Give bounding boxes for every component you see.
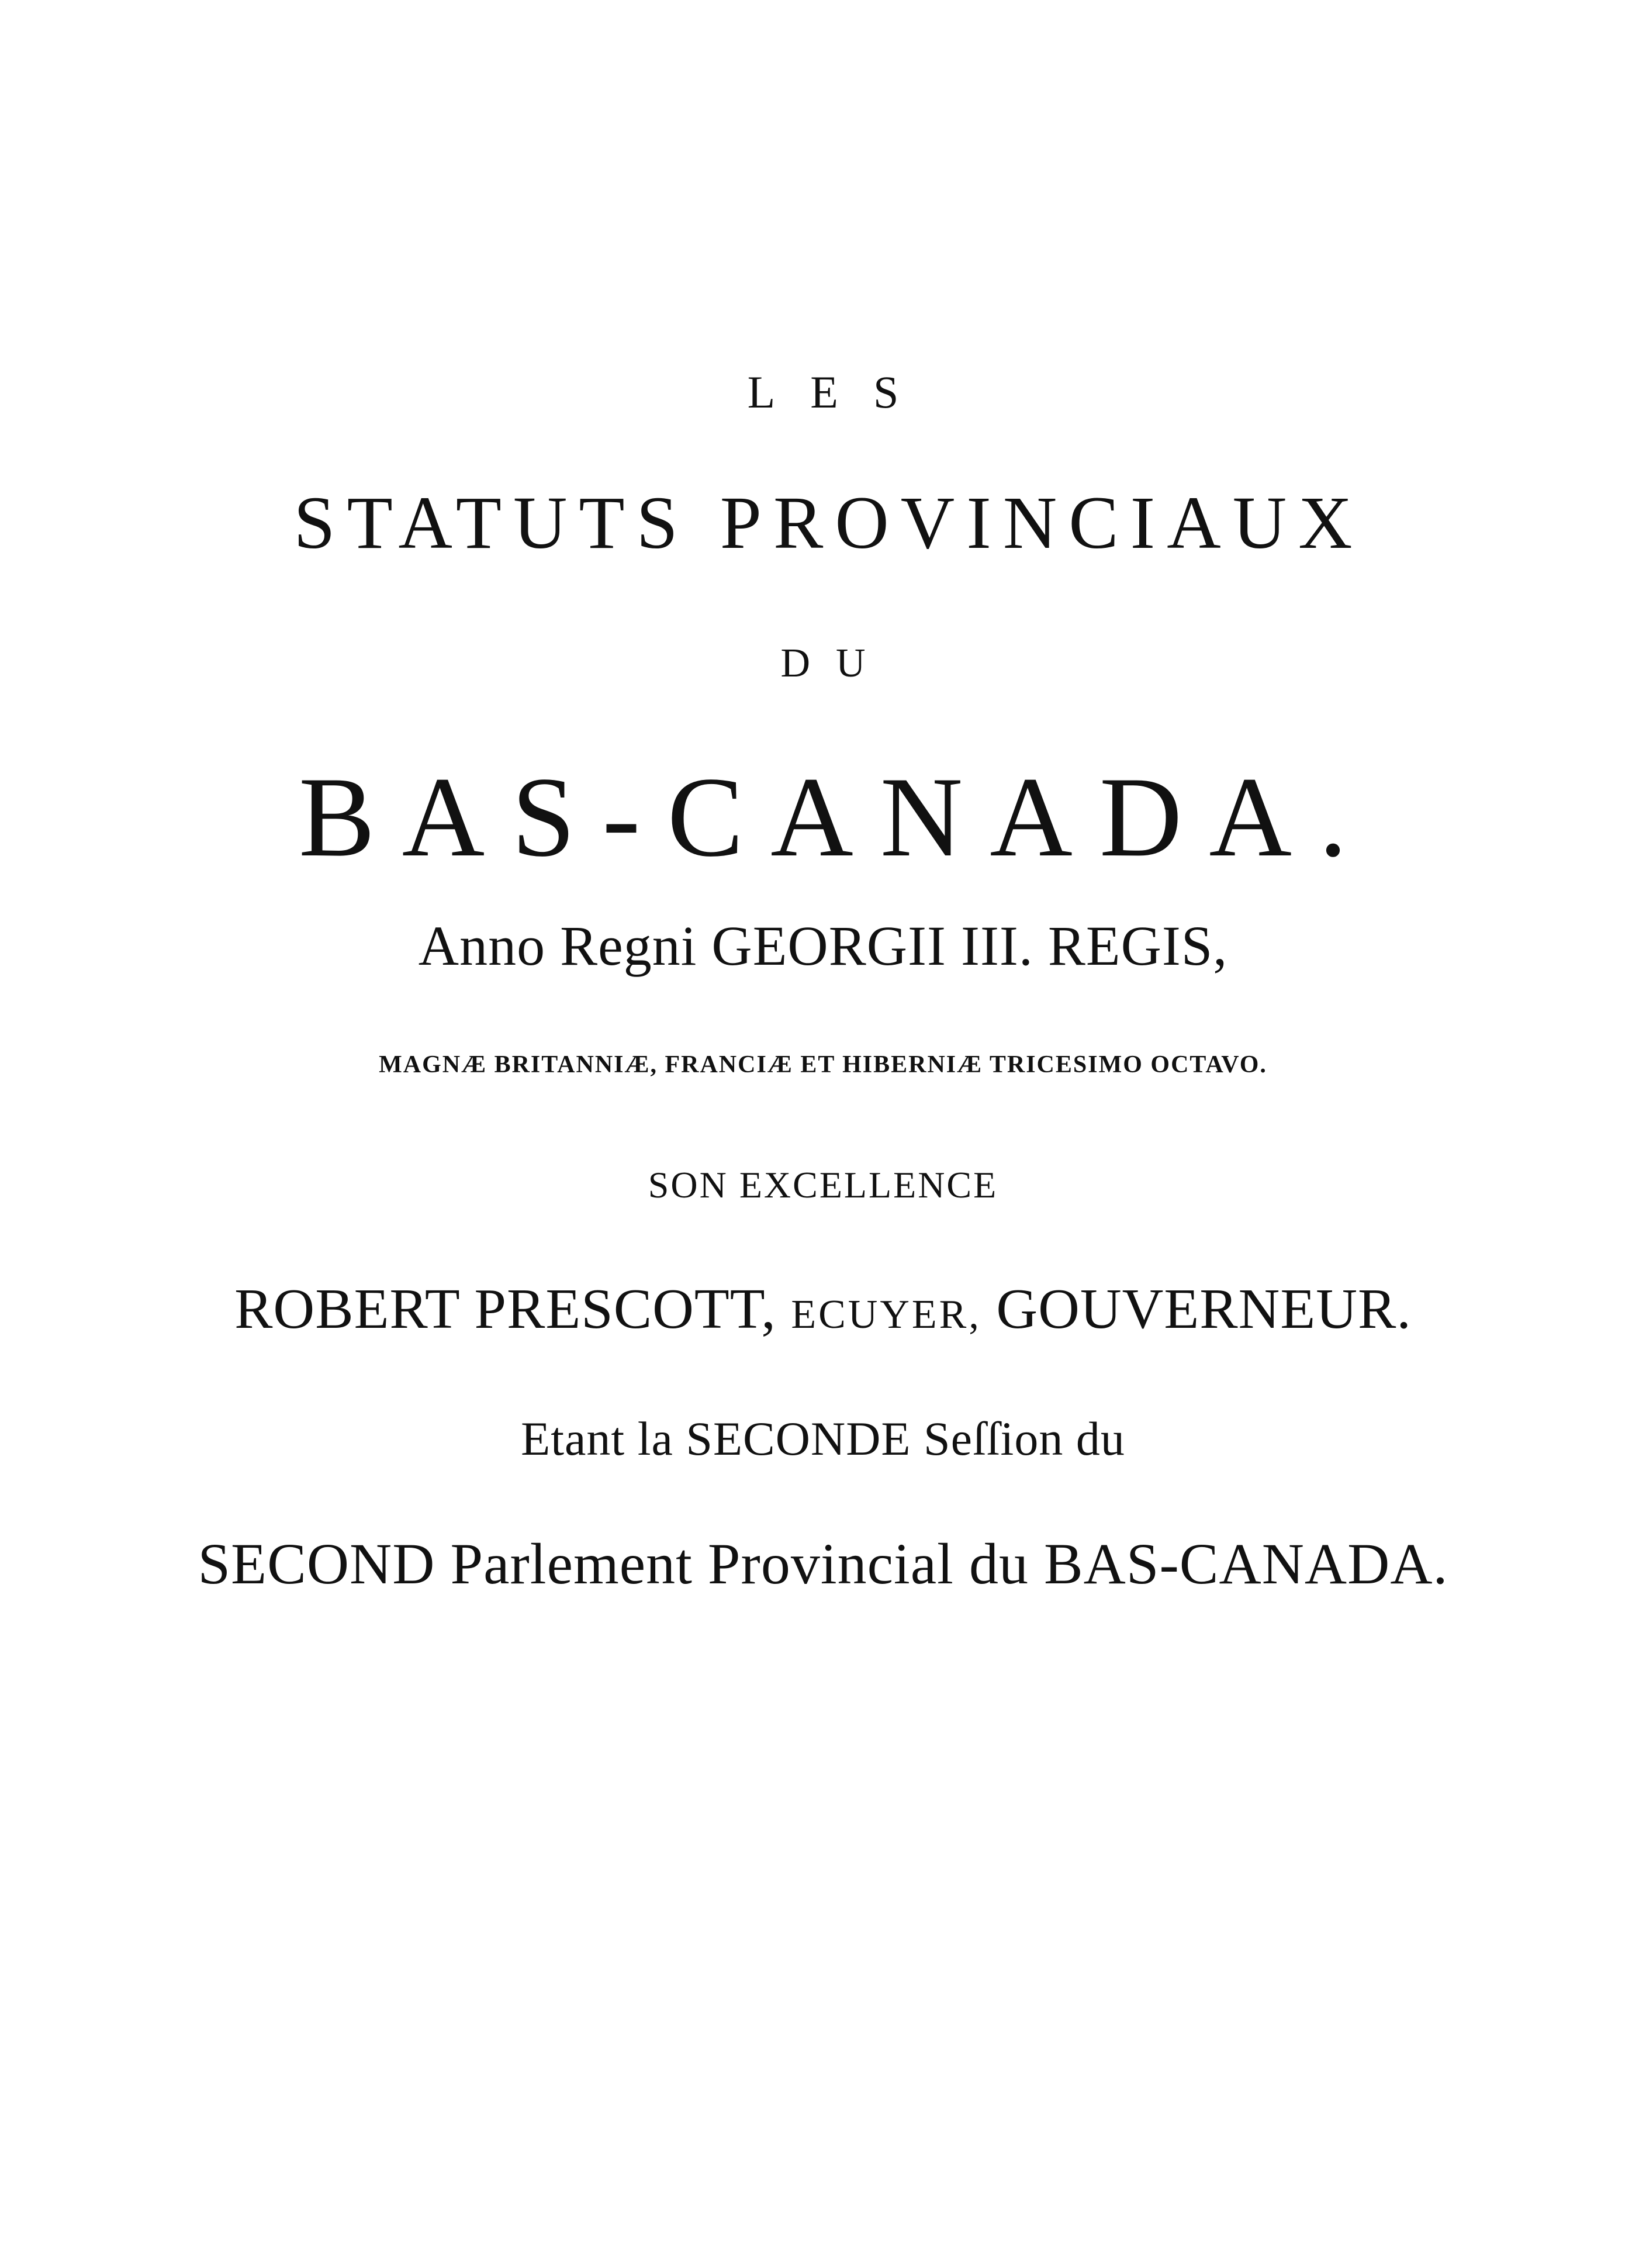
kingdoms-line: MAGNÆ BRITANNIÆ, FRANCIÆ ET HIBERNIÆ TRICESIMO OCTAVO. — [379, 1051, 1267, 1078]
governor-title: GOUVERNEUR. — [996, 1278, 1412, 1341]
session-line: Etant la SECONDE Seſſion du — [521, 1412, 1125, 1465]
governor-line — [0, 1278, 1646, 1341]
excellence-line: SON EXCELLENCE — [648, 1164, 998, 1206]
governor-rank: ECUYER, — [791, 1292, 981, 1337]
regnal-line: Anno Regni GEORGII III. REGIS, — [418, 914, 1228, 977]
governor-name: ROBERT PRESCOTT, — [234, 1278, 776, 1341]
heading-province: BAS-CANADA. — [298, 754, 1374, 881]
heading-les: LES — [747, 367, 934, 417]
parliament-line: SECOND Parlement Provincial du BAS-CANADA. — [198, 1531, 1448, 1596]
heading-title: STATUTS PROVINCIAUX — [293, 481, 1364, 564]
heading-du: DU — [780, 641, 891, 686]
